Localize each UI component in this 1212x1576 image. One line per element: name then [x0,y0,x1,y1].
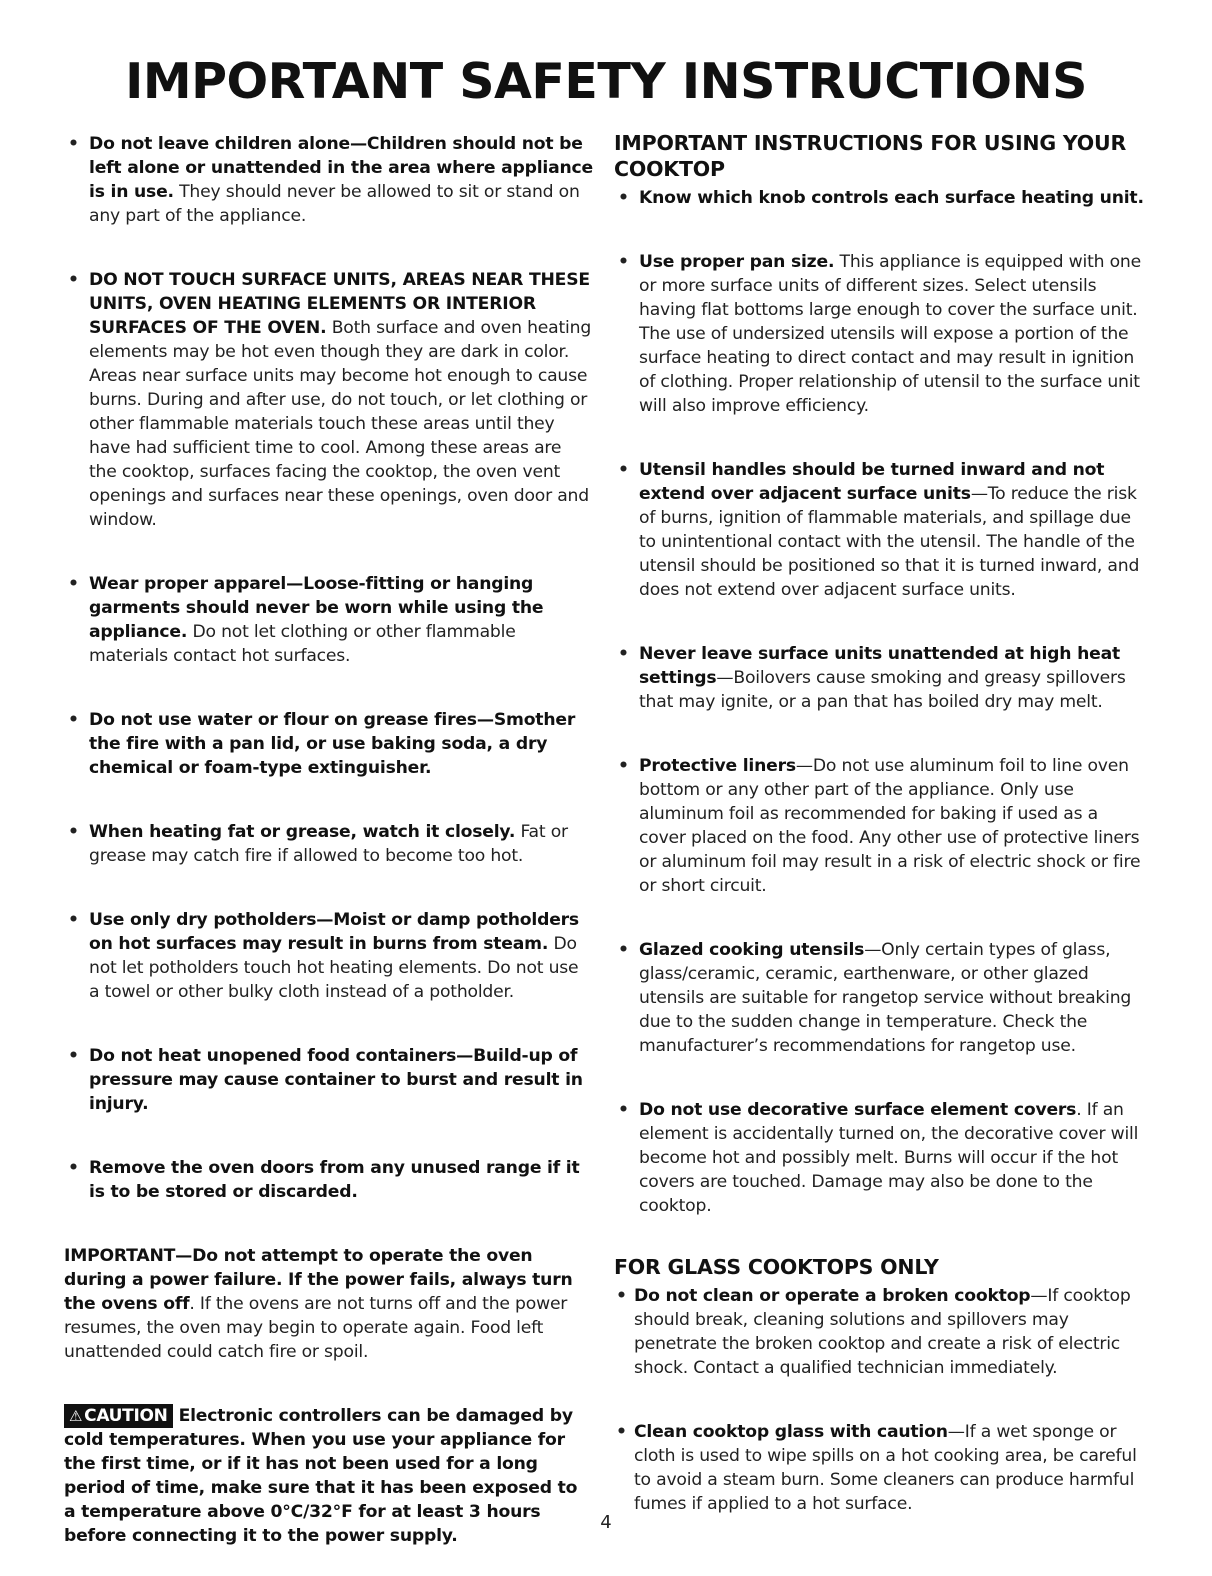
item-text: . If an element is accidentally turned on, the decorative cover will become hot and possibly melt. Burns will occur if the hot covers are touched. Damage may also be done to the cooktop. [639,1100,1139,1216]
list-item [64,820,594,868]
list-item [64,908,594,1004]
glass-cooktops-heading: FOR GLASS COOKTOPS ONLY [614,1255,939,1279]
caution-text: Electronic controllers can be damaged by cold temperatures. When you use your appliance for the first time, or if it has not been used for a long period of time, make sure that it has been exposed to a temperature above 0°C/32°F for at least 3 hours before connecting it to the power supply. [64,1406,578,1546]
item-text: They should never be allowed to sit or stand on any part of the appliance. [89,182,580,226]
bullet-icon: • [618,1100,629,1120]
item-heading: Use only dry potholders—Moist or damp potholders on hot surfaces may result in burns from steam. [89,910,579,954]
list-item [614,250,1150,418]
item-heading: Clean cooktop glass with caution [634,1422,948,1442]
list-item [64,708,594,780]
bullet-icon: • [618,252,629,272]
caution-label: CAUTION [84,1406,168,1426]
left-column [64,130,594,1548]
bullet-icon: • [616,1422,627,1442]
item-text: —Do not use aluminum foil to line oven bottom or any other part of the appliance. Only use aluminum foil as recommended for baking if used as a cover placed on the food. Any other use of protective liners or aluminum foil may result in a risk of electric shock or fire or short circuit. [639,756,1141,896]
bullet-icon: • [618,188,629,208]
bullet-icon: • [68,710,79,730]
list-item [64,572,594,668]
right-column [614,130,1150,1516]
item-heading: Do not clean or operate a broken cooktop [634,1286,1031,1306]
list-item [614,458,1150,602]
item-text: Do not let clothing or other flammable materials contact hot surfaces. [89,622,516,666]
item-heading: Do not use decorative surface element covers [639,1100,1077,1120]
item-heading: When heating fat or grease, watch it closely. [89,822,516,842]
item-heading: Do not use water or flour on grease fires—Smother the fire with a pan lid, or use baking soda, a dry chemical or foam-type extinguisher. [89,710,576,778]
item-heading: Never leave surface units unattended at high heat settings [639,644,1120,688]
item-text: This appliance is equipped with one or more surface units of different sizes. Select utensils having flat bottoms large enough to cover the surface unit. The use of undersized utensils will expose a portion of the surface heating to direct contact and may result in ignition of clothing. Proper relationship of utensil to the surface unit will also improve efficiency. [639,252,1141,416]
warning-triangle-icon: ⚠ [69,1407,83,1425]
bullet-icon: • [618,644,629,664]
item-text: —Boilovers cause smoking and greasy spillovers that may ignite, or a pan that has boiled dry may melt. [639,668,1126,712]
list-item [614,754,1150,898]
important-heading: IMPORTANT—Do not attempt to operate the oven during a power failure. If the power fails, always turn the ovens off [64,1246,573,1314]
item-heading: DO NOT TOUCH SURFACE UNITS, AREAS NEAR THESE UNITS, OVEN HEATING ELEMENTS OR INTERIOR SURFACES OF THE OVEN. [89,270,590,338]
item-heading: Wear proper apparel—Loose-fitting or hanging garments should never be worn while using the appliance. [89,574,544,642]
item-heading: Utensil handles should be turned inward and not extend over adjacent surface units [639,460,1105,504]
item-heading: Glazed cooking utensils [639,940,865,960]
bullet-icon: • [68,910,79,930]
bullet-icon: • [616,1286,627,1306]
list-item [614,1420,1150,1516]
bullet-icon: • [618,940,629,960]
item-text: —Only certain types of glass, glass/ceramic, ceramic, earthenware, or other glazed utensils are suitable for rangetop service without breaking due to the sudden change in temperature. Check the manufacturer’s recommendations for rangetop use. [639,940,1132,1056]
page-number: 4 [600,1512,612,1533]
bullet-icon: • [68,574,79,594]
item-text: Both surface and oven heating elements may be hot even though they are dark in color. Areas near surface units may become hot enough to cause burns. During and after use, do not touch, or let clothing or other flammable materials touch these areas until they have had sufficient time to cool. Among these areas are the cooktop, surfaces facing the cooktop, the oven vent openings and surfaces near these openings, oven door and window. [89,318,592,530]
cooktop-instructions-heading: IMPORTANT INSTRUCTIONS FOR USING YOUR COOKTOP [614,131,1127,181]
item-heading: Protective liners [639,756,796,776]
list-item [64,1156,594,1204]
list-item [64,268,594,532]
item-heading: Do not leave children alone—Children should not be left alone or unattended in the area where appliance is in use. [89,134,593,202]
item-heading: Use proper pan size. [639,252,835,272]
bullet-icon: • [68,270,79,290]
item-text: Do not let potholders touch hot heating elements. Do not use a towel or other bulky cloth instead of a potholder. [89,934,579,1002]
bullet-icon: • [68,822,79,842]
item-text: —To reduce the risk of burns, ignition of flammable materials, and spillage due to unintentional contact with the utensil. The handle of the utensil should be positioned so that it is turned inward, and does not extend over adjacent surface units. [639,484,1140,600]
list-item [614,1098,1150,1218]
item-heading: Know which knob controls each surface heating unit. [639,188,1144,208]
item-heading: Remove the oven doors from any unused range if it is to be stored or discarded. [89,1158,580,1202]
bullet-icon: • [68,1158,79,1178]
bullet-icon: • [68,134,79,154]
list-item [614,186,1150,210]
page-title: IMPORTANT SAFETY INSTRUCTIONS [125,53,1087,110]
caution-badge [64,1404,173,1428]
list-item [614,1284,1150,1380]
important-note [64,1244,594,1364]
important-text: . If the ovens are not turns off and the power resumes, the oven may begin to operate again. Food left unattended could catch fire or spoil. [64,1294,568,1362]
list-item [64,1044,594,1116]
list-item [614,642,1150,714]
list-item [64,132,594,228]
item-heading: Do not heat unopened food containers—Build-up of pressure may cause container to burst and result in injury. [89,1046,583,1114]
bullet-icon: • [68,1046,79,1066]
item-text: Fat or grease may catch fire if allowed to become too hot. [89,822,568,866]
item-text: —If cooktop should break, cleaning solutions and spillovers may penetrate the broken cooktop and create a risk of electric shock. Contact a qualified technician immediately. [634,1286,1131,1378]
list-item [614,938,1150,1058]
bullet-icon: • [618,756,629,776]
bullet-icon: • [618,460,629,480]
item-text: —If a wet sponge or cloth is used to wipe spills on a hot cooking area, be careful to avoid a steam burn. Some cleaners can produce harmful fumes if applied to a hot surface. [634,1422,1137,1514]
